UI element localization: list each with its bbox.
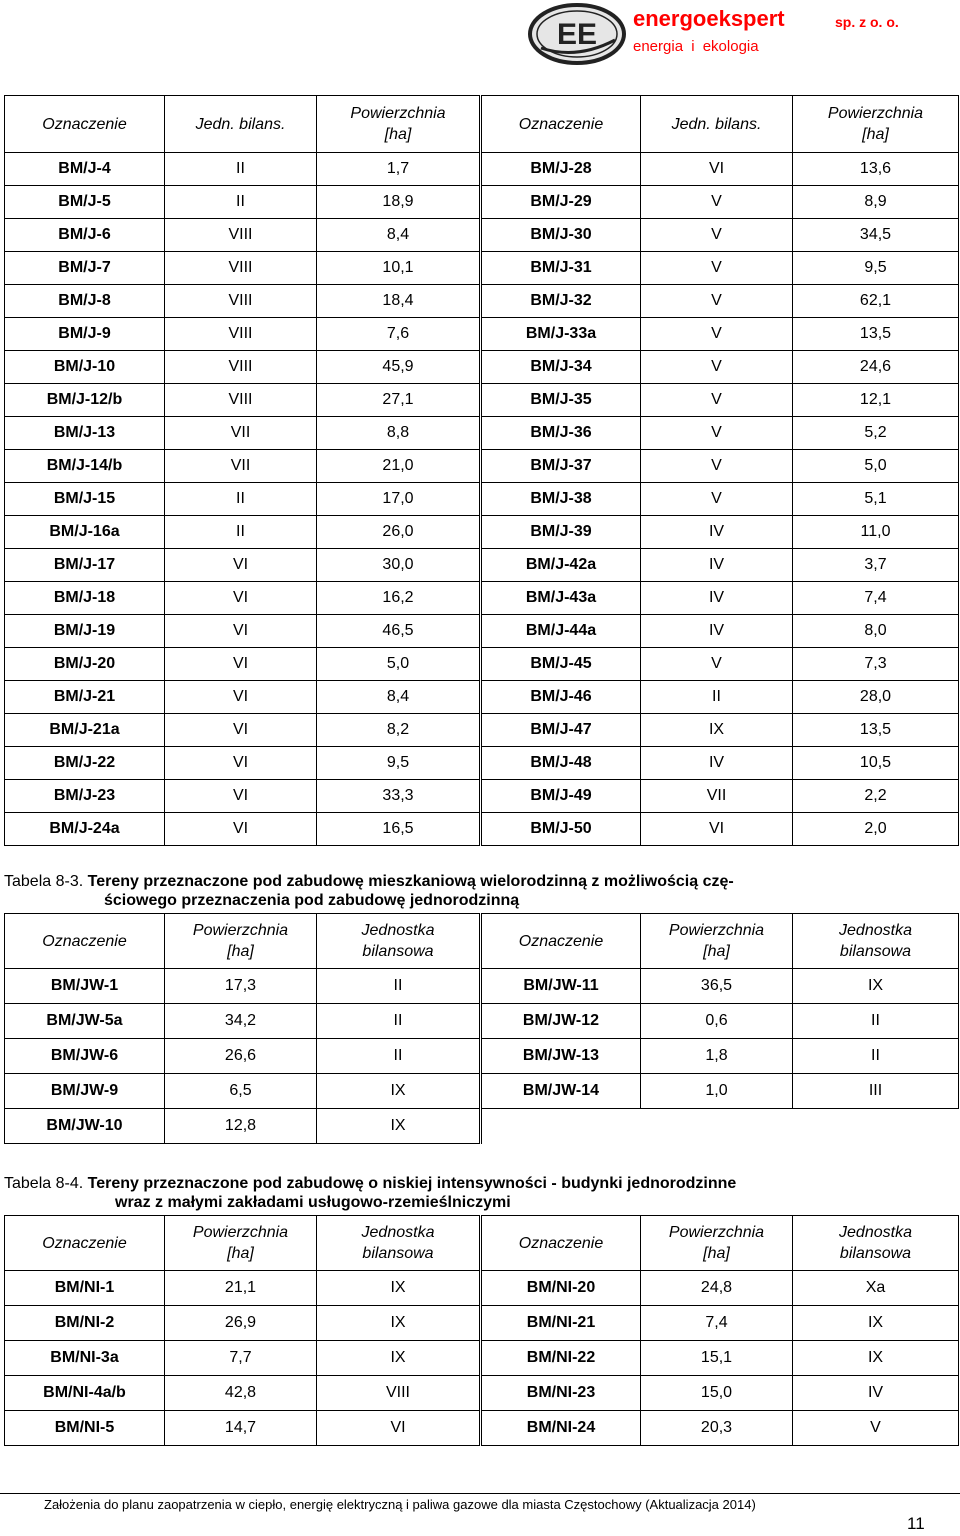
table-cell: BM/JW-5a — [5, 1004, 165, 1039]
table-cell: II — [165, 516, 317, 549]
table-cell: 17,3 — [165, 969, 317, 1004]
table-cell: VI — [641, 813, 793, 846]
table-row — [5, 681, 959, 714]
table-row — [5, 1306, 959, 1341]
footer-text: Założenia do planu zaopatrzenia w ciepło, energię elektryczną i paliwa gazowe dla miasta Częstochowy (Aktualizacja 2014) — [44, 1497, 756, 1512]
table-cell: 14,7 — [165, 1411, 317, 1446]
table-cell: 26,6 — [165, 1039, 317, 1074]
table-cell: IV — [641, 615, 793, 648]
table-row — [5, 384, 959, 417]
table-body — [5, 1271, 959, 1446]
header-text: Jednostka bilansowa — [839, 922, 912, 960]
table-row — [5, 417, 959, 450]
table-cell: II — [317, 1004, 481, 1039]
table-cell: 9,5 — [317, 747, 481, 780]
header-text: Jednostka bilansowa — [361, 1224, 435, 1262]
table-cell: 46,5 — [317, 615, 481, 648]
table-cell: 21,0 — [317, 450, 481, 483]
caption-text-continued: wraz z małymi zakładami usługowo-rzemieślniczymi — [115, 1194, 511, 1211]
table-row — [5, 1074, 959, 1109]
brand-name: energoekspert — [633, 6, 785, 31]
table-cell: VI — [165, 780, 317, 813]
brand-tagline: energia i ekologia — [633, 38, 759, 55]
table-cell: 8,2 — [317, 714, 481, 747]
footer-divider — [0, 1493, 960, 1494]
table-cell: 5,2 — [793, 417, 959, 450]
caption-label: Tabela 8-4. — [4, 1175, 84, 1192]
table-cell: V — [641, 450, 793, 483]
table-cell: IX — [317, 1341, 481, 1376]
table-cell: VII — [165, 417, 317, 450]
table-cell: 7,4 — [641, 1306, 793, 1341]
table-cell: BM/NI-4a/b — [5, 1376, 165, 1411]
table-row — [5, 483, 959, 516]
table-cell: BM/J-28 — [481, 153, 641, 186]
table-cell: 12,8 — [165, 1109, 317, 1144]
table-cell: BM/J-12/b — [5, 384, 165, 417]
table-body — [5, 153, 959, 846]
table-row — [5, 186, 959, 219]
table-cell: IV — [793, 1376, 959, 1411]
table-cell: 8,9 — [793, 186, 959, 219]
table-cell: 8,8 — [317, 417, 481, 450]
table-caption — [4, 872, 950, 910]
table-cell: BM/J-29 — [481, 186, 641, 219]
table-cell: BM/J-30 — [481, 219, 641, 252]
table-cell: BM/NI-21 — [481, 1306, 641, 1341]
table-cell: 7,4 — [793, 582, 959, 615]
table-row — [5, 582, 959, 615]
page-number: 11 — [907, 1514, 925, 1533]
table-cell: V — [641, 252, 793, 285]
table-cell: V — [641, 384, 793, 417]
table-body — [5, 969, 959, 1144]
table-cell: BM/J-24a — [5, 813, 165, 846]
caption-text: Tereny przeznaczone pod zabudowę mieszkaniową wielorodzinną z możliwością czę- — [87, 873, 734, 890]
table-cell: 12,1 — [793, 384, 959, 417]
table-cell: 11,0 — [793, 516, 959, 549]
table-cell: 7,7 — [165, 1341, 317, 1376]
header-powierzchnia — [641, 1216, 793, 1271]
table-cell: BM/NI-2 — [5, 1306, 165, 1341]
company-logo — [527, 2, 627, 66]
table-cell: 0,6 — [641, 1004, 793, 1039]
table-cell: 21,1 — [165, 1271, 317, 1306]
table-row — [5, 1039, 959, 1074]
table-cell: BM/J-43a — [481, 582, 641, 615]
table-cell: VI — [317, 1411, 481, 1446]
table-cell: BM/J-19 — [5, 615, 165, 648]
table-cell: 34,2 — [165, 1004, 317, 1039]
table-cell: VI — [165, 813, 317, 846]
table-cell: BM/J-47 — [481, 714, 641, 747]
table-cell: 16,5 — [317, 813, 481, 846]
table-cell: 10,5 — [793, 747, 959, 780]
table-cell: 36,5 — [641, 969, 793, 1004]
table-wielorodzinne-bm-jw — [4, 913, 959, 1144]
table-cell: V — [641, 648, 793, 681]
header-oznaczenie: Oznaczenie — [481, 914, 641, 969]
table-cell: 2,2 — [793, 780, 959, 813]
table-cell: VIII — [165, 351, 317, 384]
table-header-row — [5, 914, 959, 969]
table-cell: 13,6 — [793, 153, 959, 186]
table-cell: 7,6 — [317, 318, 481, 351]
table-cell: BM/JW-10 — [5, 1109, 165, 1144]
table-jednorodzinne-bm-j — [4, 95, 959, 846]
table-cell: 8,4 — [317, 681, 481, 714]
table-cell: 30,0 — [317, 549, 481, 582]
table-cell: BM/NI-5 — [5, 1411, 165, 1446]
table-cell: VIII — [165, 384, 317, 417]
table-cell: III — [793, 1074, 959, 1109]
table-cell: 16,2 — [317, 582, 481, 615]
table-row — [5, 549, 959, 582]
table-row — [5, 747, 959, 780]
caption-text: Tereny przeznaczone pod zabudowę o niskiej intensywności - budynki jednorodzinne — [87, 1175, 737, 1192]
table-cell: 2,0 — [793, 813, 959, 846]
table-cell: II — [165, 483, 317, 516]
header-powierzchnia — [317, 96, 481, 153]
table-cell: 8,0 — [793, 615, 959, 648]
table-cell: BM/J-6 — [5, 219, 165, 252]
header-jedn-bilans: Jedn. bilans. — [165, 96, 317, 153]
table-cell: VI — [165, 549, 317, 582]
header-oznaczenie: Oznaczenie — [5, 96, 165, 153]
table-cell: V — [641, 417, 793, 450]
table-caption — [4, 1174, 950, 1212]
header-text: Powierzchnia [ha] — [827, 105, 924, 143]
header-oznaczenie: Oznaczenie — [5, 1216, 165, 1271]
table-row — [5, 153, 959, 186]
table-cell: V — [641, 351, 793, 384]
table-cell: II — [793, 1039, 959, 1074]
table-cell: 6,5 — [165, 1074, 317, 1109]
header-jednostka-bilansowa — [317, 914, 481, 969]
table-cell: BM/J-15 — [5, 483, 165, 516]
caption-label: Tabela 8-3. — [4, 873, 84, 890]
table-cell: 1,0 — [641, 1074, 793, 1109]
table-cell: IX — [317, 1271, 481, 1306]
table-cell: V — [641, 318, 793, 351]
header-powierzchnia — [165, 914, 317, 969]
table-cell: BM/J-35 — [481, 384, 641, 417]
table-cell: VI — [165, 582, 317, 615]
table-cell: BM/J-48 — [481, 747, 641, 780]
table-row — [5, 615, 959, 648]
header-text: Powierzchnia [ha] — [668, 1224, 765, 1262]
table-cell: BM/J-32 — [481, 285, 641, 318]
table-row — [5, 1341, 959, 1376]
table-cell: VI — [165, 714, 317, 747]
table-row — [5, 252, 959, 285]
table-row — [5, 450, 959, 483]
table-cell: 5,1 — [793, 483, 959, 516]
header-jedn-bilans: Jedn. bilans. — [641, 96, 793, 153]
table-cell: BM/J-37 — [481, 450, 641, 483]
table-cell: BM/J-23 — [5, 780, 165, 813]
table-cell: 18,4 — [317, 285, 481, 318]
table-row — [5, 1271, 959, 1306]
table-cell: II — [165, 186, 317, 219]
table-cell: BM/J-45 — [481, 648, 641, 681]
table-cell — [641, 1109, 793, 1144]
table-cell: II — [641, 681, 793, 714]
table-cell: 5,0 — [317, 648, 481, 681]
brand-legal-form: sp. z o. o. — [835, 14, 899, 30]
header-oznaczenie: Oznaczenie — [481, 96, 641, 153]
table-cell: 15,1 — [641, 1341, 793, 1376]
table-cell: BM/J-38 — [481, 483, 641, 516]
table-row — [5, 318, 959, 351]
table-cell: II — [165, 153, 317, 186]
header-jednostka-bilansowa — [317, 1216, 481, 1271]
table-cell: VI — [165, 615, 317, 648]
table-cell: BM/J-34 — [481, 351, 641, 384]
table-cell: VIII — [165, 285, 317, 318]
table-cell: 45,9 — [317, 351, 481, 384]
table-cell: IX — [641, 714, 793, 747]
table-cell: IX — [317, 1074, 481, 1109]
table-row — [5, 1376, 959, 1411]
table-cell: II — [317, 969, 481, 1004]
table-cell: BM/J-46 — [481, 681, 641, 714]
table-cell: IV — [641, 516, 793, 549]
table-cell: 1,7 — [317, 153, 481, 186]
header-text: Powierzchnia [ha] — [192, 1224, 289, 1262]
table-cell: V — [641, 285, 793, 318]
table-cell: V — [641, 483, 793, 516]
table-row — [5, 780, 959, 813]
table-row — [5, 285, 959, 318]
table-cell — [481, 1109, 641, 1144]
table-cell: 15,0 — [641, 1376, 793, 1411]
table-cell: VI — [165, 681, 317, 714]
table-cell: BM/J-9 — [5, 318, 165, 351]
table-cell: 26,9 — [165, 1306, 317, 1341]
header-jednostka-bilansowa — [793, 1216, 959, 1271]
table-cell: V — [641, 219, 793, 252]
table-cell: 7,3 — [793, 648, 959, 681]
table-cell: VIII — [165, 252, 317, 285]
header-powierzchnia — [165, 1216, 317, 1271]
table-cell: BM/J-21a — [5, 714, 165, 747]
table-row — [5, 1109, 959, 1144]
table-cell: 5,0 — [793, 450, 959, 483]
table-cell: BM/JW-6 — [5, 1039, 165, 1074]
table-cell: BM/J-36 — [481, 417, 641, 450]
table-cell: BM/NI-20 — [481, 1271, 641, 1306]
table-cell: 27,1 — [317, 384, 481, 417]
table-cell: II — [317, 1039, 481, 1074]
table-cell: BM/JW-13 — [481, 1039, 641, 1074]
caption-text-continued: ściowego przeznaczenia pod zabudowę jednorodzinną — [104, 892, 520, 909]
table-cell: 18,9 — [317, 186, 481, 219]
table-row — [5, 516, 959, 549]
table-row — [5, 1004, 959, 1039]
table-cell: VII — [165, 450, 317, 483]
table-cell: IV — [641, 549, 793, 582]
table-row — [5, 351, 959, 384]
table-cell: II — [793, 1004, 959, 1039]
header-jednostka-bilansowa — [793, 914, 959, 969]
table-cell: 20,3 — [641, 1411, 793, 1446]
table-cell: BM/JW-9 — [5, 1074, 165, 1109]
table-cell: VIII — [165, 219, 317, 252]
table-cell: BM/J-18 — [5, 582, 165, 615]
header-oznaczenie: Oznaczenie — [5, 914, 165, 969]
table-cell: V — [641, 186, 793, 219]
header-text: Powierzchnia [ha] — [668, 922, 765, 960]
table-cell: IV — [641, 582, 793, 615]
table-cell: BM/JW-1 — [5, 969, 165, 1004]
table-cell: 10,1 — [317, 252, 481, 285]
table-cell: BM/J-33a — [481, 318, 641, 351]
table-row — [5, 219, 959, 252]
table-cell — [793, 1109, 959, 1144]
table-cell: BM/J-31 — [481, 252, 641, 285]
table-cell: BM/J-17 — [5, 549, 165, 582]
table-cell: BM/J-4 — [5, 153, 165, 186]
table-cell: VIII — [317, 1376, 481, 1411]
table-cell: BM/JW-14 — [481, 1074, 641, 1109]
header-text: Powierzchnia [ha] — [350, 105, 446, 143]
table-cell: IX — [317, 1306, 481, 1341]
table-header-row — [5, 96, 959, 153]
table-cell: BM/J-22 — [5, 747, 165, 780]
table-cell: BM/J-49 — [481, 780, 641, 813]
table-cell: IX — [317, 1109, 481, 1144]
table-cell: BM/J-44a — [481, 615, 641, 648]
table-cell: V — [793, 1411, 959, 1446]
table-header-row — [5, 1216, 959, 1271]
table-cell: 13,5 — [793, 714, 959, 747]
table-cell: BM/JW-12 — [481, 1004, 641, 1039]
table-cell: IX — [793, 969, 959, 1004]
table-cell: BM/J-20 — [5, 648, 165, 681]
header-text: Jednostka bilansowa — [361, 922, 435, 960]
header-text: Jednostka bilansowa — [839, 1224, 912, 1262]
table-cell: BM/J-14/b — [5, 450, 165, 483]
header-powierzchnia — [641, 914, 793, 969]
logo-letters: EE — [556, 18, 598, 51]
header-oznaczenie: Oznaczenie — [481, 1216, 641, 1271]
table-cell: BM/J-21 — [5, 681, 165, 714]
table-cell: BM/NI-1 — [5, 1271, 165, 1306]
table-cell: 17,0 — [317, 483, 481, 516]
table-cell: BM/J-16a — [5, 516, 165, 549]
table-cell: 26,0 — [317, 516, 481, 549]
table-cell: BM/NI-22 — [481, 1341, 641, 1376]
table-cell: BM/J-42a — [481, 549, 641, 582]
table-row — [5, 648, 959, 681]
table-cell: 24,8 — [641, 1271, 793, 1306]
header-powierzchnia — [793, 96, 959, 153]
table-cell: 28,0 — [793, 681, 959, 714]
table-cell: 13,5 — [793, 318, 959, 351]
table-cell: VIII — [165, 318, 317, 351]
table-cell: BM/NI-24 — [481, 1411, 641, 1446]
table-cell: 8,4 — [317, 219, 481, 252]
table-cell: BM/J-5 — [5, 186, 165, 219]
table-cell: VI — [641, 153, 793, 186]
table-cell: 33,3 — [317, 780, 481, 813]
table-cell: 42,8 — [165, 1376, 317, 1411]
table-row — [5, 813, 959, 846]
table-cell: 62,1 — [793, 285, 959, 318]
table-cell: 24,6 — [793, 351, 959, 384]
table-cell: BM/J-8 — [5, 285, 165, 318]
table-cell: 34,5 — [793, 219, 959, 252]
table-cell: 3,7 — [793, 549, 959, 582]
table-cell: Xa — [793, 1271, 959, 1306]
table-cell: IV — [641, 747, 793, 780]
table-cell: VII — [641, 780, 793, 813]
table-row — [5, 1411, 959, 1446]
table-cell: IX — [793, 1341, 959, 1376]
table-row — [5, 714, 959, 747]
table-cell: BM/J-10 — [5, 351, 165, 384]
table-niska-intensywnosc-bm-ni — [4, 1215, 959, 1446]
table-row — [5, 969, 959, 1004]
table-cell: 9,5 — [793, 252, 959, 285]
page-header — [527, 2, 947, 72]
table-cell: IX — [793, 1306, 959, 1341]
header-text: Powierzchnia [ha] — [192, 922, 289, 960]
table-cell: 1,8 — [641, 1039, 793, 1074]
table-cell: BM/J-50 — [481, 813, 641, 846]
table-cell: VI — [165, 747, 317, 780]
table-cell: BM/NI-23 — [481, 1376, 641, 1411]
table-cell: BM/J-39 — [481, 516, 641, 549]
table-cell: VI — [165, 648, 317, 681]
table-cell: BM/J-7 — [5, 252, 165, 285]
table-cell: BM/J-13 — [5, 417, 165, 450]
table-cell: BM/JW-11 — [481, 969, 641, 1004]
table-cell: BM/NI-3a — [5, 1341, 165, 1376]
